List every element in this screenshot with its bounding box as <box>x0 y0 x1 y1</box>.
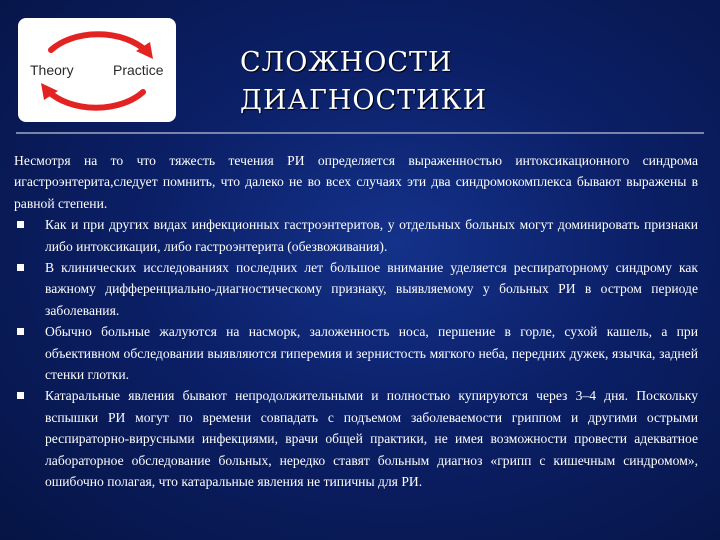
square-bullet-icon <box>17 264 24 271</box>
title-divider <box>16 132 704 134</box>
bullet-text: Катаральные явления бывают непродолжительными и полностью купируются через 3–4 дня. Поскольку вспышки РИ могут по времени совпадать с подъемом заболеваемости гриппом и другими острыми респираторно-вирусными инфекциями, врачи общей практики, не имея возможности провести адекватное лабораторное обследование больных, нередко ставят больным диагноз «грипп с кишечным синдромом», ошибочно полагая, что катаральные явления не типичны для РИ. <box>45 388 698 490</box>
logo-practice-text: Practice <box>113 62 164 78</box>
bullet-text: В клинических исследованиях последних лет большое внимание уделяется респираторному синдрому как важному дифференциально-диагностическому признаку, выявляемому у больных РИ в остром периоде заболевания. <box>45 260 698 318</box>
bullet-item <box>14 214 698 257</box>
slide-title <box>240 44 680 120</box>
title-line-2: ДИАГНОСТИКИ <box>240 85 488 116</box>
bullet-text: Обычно больные жалуются на насморк, заложенность носа, першение в горле, сухой кашель, а при объективном обследовании выявляются гиперемия и зернистость мягкого неба, передних дужек, язычка, задней стенки глотки. <box>45 324 698 383</box>
square-bullet-icon <box>17 221 24 228</box>
bullet-item <box>14 257 698 321</box>
slide-body <box>14 150 698 493</box>
bullet-item <box>14 321 698 385</box>
title-line-1: СЛОЖНОСТИ <box>240 47 453 78</box>
square-bullet-icon <box>17 392 24 399</box>
cycle-arrows-icon <box>18 18 176 122</box>
logo-theory-text: Theory <box>30 62 74 78</box>
bullet-item <box>14 385 698 492</box>
intro-paragraph: Несмотря на то что тяжесть течения РИ определяется выраженностью интоксикационного синдрома игастроэнтерита,следует помнить, что далеко не во всех случаях эти два синдромокомплекса бывают выражены в равной степени. <box>14 153 698 211</box>
square-bullet-icon <box>17 328 24 335</box>
theory-practice-logo <box>18 18 176 122</box>
bullet-text: Как и при других видах инфекционных гастроэнтеритов, у отдельных больных могут доминировать признаки либо интоксикации, либо гастроэнтерита (обезвоживания). <box>45 217 698 254</box>
